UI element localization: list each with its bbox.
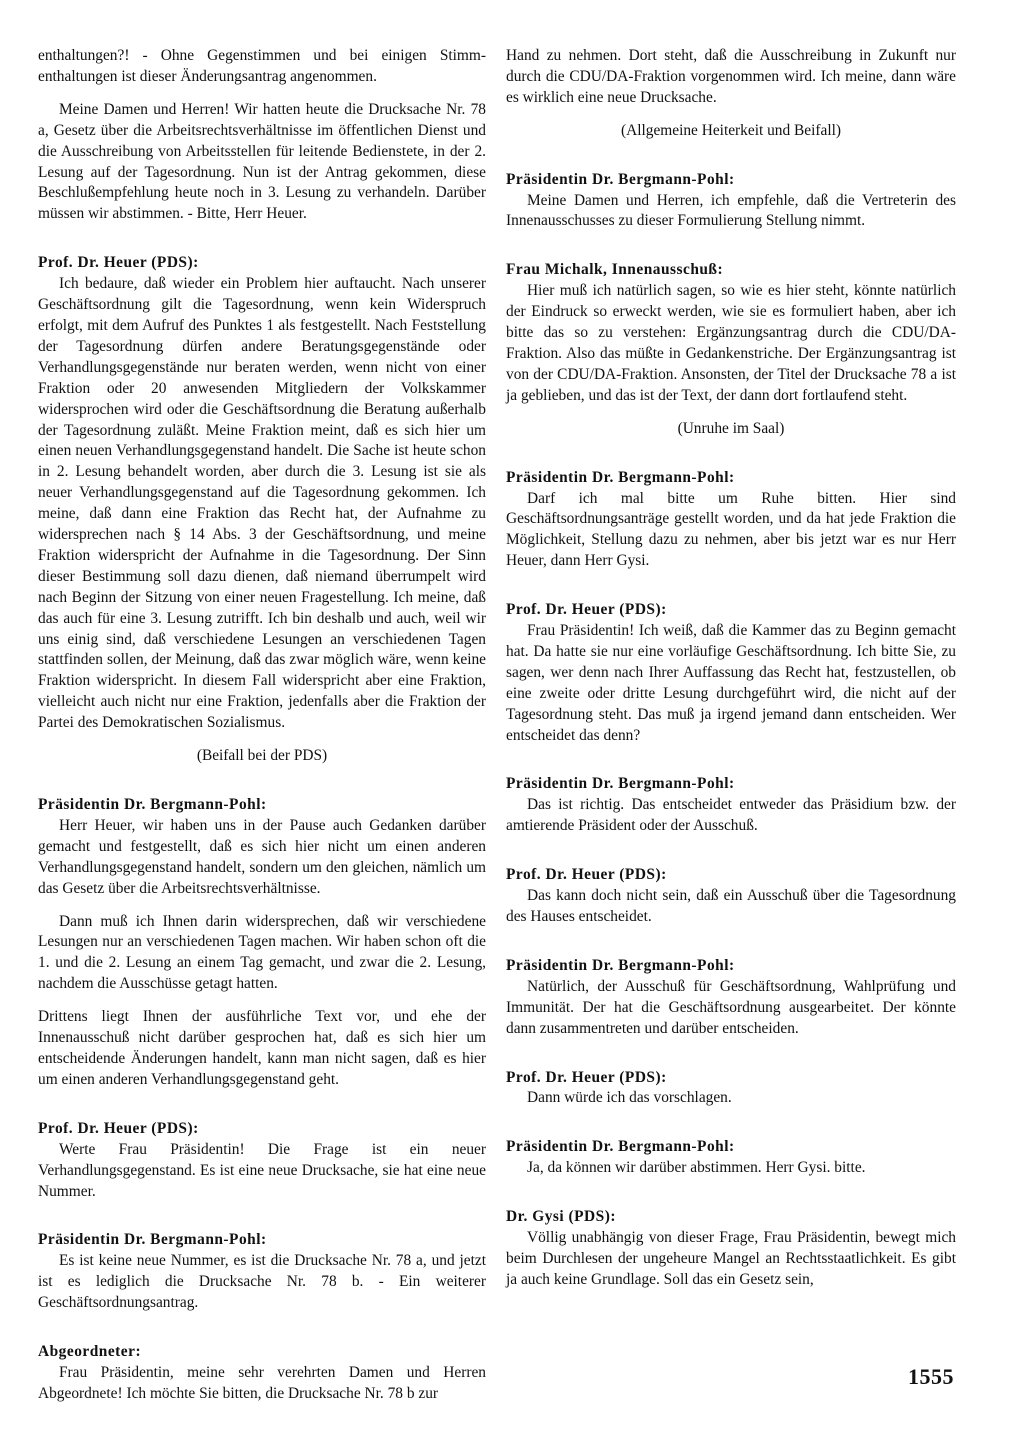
speaker-heading: Präsidentin Dr. Bergmann-Pohl: bbox=[38, 1231, 267, 1249]
block-spacer bbox=[506, 928, 956, 956]
paragraph: Ja, da können wir darüber abstimmen. Herr Gysi. bitte. bbox=[527, 1159, 866, 1177]
paragraph: Hand zu nehmen. Dort steht, daß die Ausschreibung in Zukunft nur durch die CDU/DA-Fraktion vorgenommen wird. Ich meine, dann wäre es wirklich eine neue Drucksache. bbox=[506, 47, 956, 106]
paragraph: Hier muß ich natürlich sagen, so wie es hier steht, könnte natürlich der Eindruck so erweckt werden, wie sie es formuliert haben, aber ich bitte das so zu verstehen: Ergänzungsantrag durch die CDU/DA-Fraktion. Also das müßte in Gedankenstriche. Der Ergänzungsantrag ist von der CDU/DA-Fraktion. Ansonsten, der Titel der Drucksache 78 a ist ja geblieben, und das ist der Text, der dann dort fortlaufend steht. bbox=[506, 282, 956, 404]
paragraph: Meine Damen und Herren! Wir hatten heute die Drucksache Nr. 78 a, Gesetz über die Arbeitsrechtsverhältnisse im öffentlichen Dienst und die Ausschreibung von Arbeitsstellen für leitende Bedienstete, in der 2. Lesung auf der Tagesordnung. Nun ist der Antrag gekommen, diese Beschlußempfehlung heute noch in 3. Lesung zu verhandeln. Darüber müssen wir abstimmen. - Bitte, Herr Heuer. bbox=[38, 100, 486, 223]
block-spacer bbox=[506, 572, 956, 600]
stage-direction: (Unruhe im Saal) bbox=[677, 419, 785, 437]
speaker-heading: Dr. Gysi (PDS): bbox=[506, 1208, 616, 1226]
paragraph: Frau Präsidentin! Ich weiß, daß die Kammer das zu Beginn gemacht hat. Da hatte sie nur eine vorläufige Geschäftsordnung. Ich bitte Sie, zu sagen, wer denn nach Ihrer Auffassung das Recht hat, festzustellen, ob eine zweite oder dritte Lesung durchgeführt wird, die nicht auf der Tagesordnung steht. Das muß ja irgend jemand dann entscheiden. Wer entscheidet das denn? bbox=[506, 622, 956, 744]
paragraph: Dann muß ich Ihnen darin widersprechen, daß wir verschiedene Lesungen nur an verschiedenen Tagen machen. Wir haben schon oft die 1. und die 2. Lesung an einem Tag gemacht, und zwar die 2. Lesung, nachdem die Ausschüsse getagt hatten. bbox=[38, 912, 486, 993]
paragraph: Meine Damen und Herren, ich empfehle, daß die Vertreterin des Innenausschusses zu dieser Formulierung Stellung nimmt. bbox=[506, 191, 956, 230]
paragraph: Frau Präsidentin, meine sehr verehrten Damen und Herren Abgeordnete! Ich möchte Sie bitten, die Drucksache Nr. 78 b zur bbox=[38, 1363, 486, 1402]
block-spacer bbox=[506, 232, 956, 260]
block-spacer bbox=[38, 225, 486, 253]
stage-direction: (Beifall bei der PDS) bbox=[196, 747, 328, 765]
paragraph: Ich bedaure, daß wieder ein Problem hier auftaucht. Nach unserer Geschäftsordnung gilt die Tagesordnung, wenn kein Widerspruch erfolgt, mit dem Aufruf des Punktes 1 als festgestellt. Nach Feststellung der Tagesordnung dürfen andere Beratungsgegenstände oder Verhandlungsgegenstände nur beraten werden, wenn nicht von einer Fraktion oder 20 anwesenden Mitgliedern der Volkskammer widersprochen wird oder die Geschäftsordnung die Beratung außerhalb der Tagesordnung zuläßt. Meine Fraktion meint, daß es sich hier um einen neuen Verhandlungsgegenstand handelt. Die Sache ist heute schon in 2. Lesung behandelt worden, aber durch die 3. Lesung ist sie als neuer Verhandlungsgegenstand auf die Tagesordnung gekommen. Ich meine, daß dann eine Fraktion das Recht hat, der Aufnahme zu widersprechen nach § 14 Abs. 3 der Geschäftsordnung, und meine Fraktion widerspricht der Aufnahme in die Tagesordnung. Der Sinn dieser Bestimmung soll dazu dienen, daß niemand überrumpelt wird nach Beginn der Sitzung von einer neuen Fragestellung. Ich meine, daß das auch für eine 3. Lesung zutrifft. Ich bin deshalb und auch, weil wir uns einig sind, daß verschiedene Lesungen an verschiedenen Tagen stattfinden sollen, der Meinung, daß das zwar möglich wäre, wenn keine Fraktion widerspricht. In diesem Fall widerspricht aber eine Fraktion, vielleicht auch nicht nur eine Fraktion, jedenfalls aber die Fraktion der Partei des Demokratischen Sozialismus. bbox=[38, 275, 486, 732]
speaker-heading: Prof. Dr. Heuer (PDS): bbox=[38, 254, 199, 272]
paragraph: enthaltungen?! - Ohne Gegenstimmen und bei einigen Stimm-enthaltungen ist dieser Änderungsantrag angenommen. bbox=[38, 47, 486, 85]
left-column bbox=[38, 46, 486, 1405]
block-spacer bbox=[38, 1202, 486, 1230]
block-spacer bbox=[38, 1314, 486, 1342]
speaker-heading: Abgeordneter: bbox=[38, 1343, 142, 1361]
speaker-heading: Präsidentin Dr. Bergmann-Pohl: bbox=[506, 956, 735, 974]
paragraph: Natürlich, der Ausschuß für Geschäftsordnung, Wahlprüfung und Immunität. Der hat die Geschäftsordnung ausgearbeitet. Der könnte dann zusammentreten und darüber entscheiden. bbox=[506, 977, 956, 1037]
stage-direction: (Allgemeine Heiterkeit und Beifall) bbox=[620, 121, 842, 139]
paragraph: Dann würde ich das vorschlagen. bbox=[527, 1089, 732, 1107]
block-spacer bbox=[506, 1179, 956, 1207]
right-column bbox=[506, 46, 956, 1291]
paragraph: Das ist richtig. Das entscheidet entweder das Präsidium bzw. der amtierende Präsident oder der Ausschuß. bbox=[506, 796, 956, 835]
paragraph: Es ist keine neue Nummer, es ist die Drucksache Nr. 78 a, und jetzt ist es lediglich die Drucksache Nr. 78 b. - Ein weiterer Geschäftsordnungsantrag. bbox=[38, 1252, 486, 1312]
block-spacer bbox=[38, 900, 486, 912]
block-spacer bbox=[506, 746, 956, 774]
block-spacer bbox=[506, 440, 956, 468]
speaker-heading: Prof. Dr. Heuer (PDS): bbox=[506, 866, 667, 884]
block-spacer bbox=[38, 1091, 486, 1119]
paragraph: Völlig unabhängig von dieser Frage, Frau Präsidentin, bewegt mich beim Durchlesen der ungeheure Mangel an Rechtsstaatlichkeit. Es gibt ja auch keine Grundlage. Soll das ein Gesetz sein, bbox=[506, 1229, 956, 1288]
block-spacer bbox=[38, 88, 486, 100]
block-spacer bbox=[506, 407, 956, 419]
block-spacer bbox=[506, 1109, 956, 1137]
block-spacer bbox=[506, 1040, 956, 1068]
block-spacer bbox=[38, 734, 486, 746]
block-spacer bbox=[38, 995, 486, 1007]
paragraph: Werte Frau Präsidentin! Die Frage ist ein neuer Verhandlungsgegenstand. Es ist eine neue Drucksache, sie hat eine neue Nummer. bbox=[38, 1140, 486, 1200]
speaker-heading: Prof. Dr. Heuer (PDS): bbox=[506, 1068, 667, 1086]
block-spacer bbox=[506, 142, 956, 170]
speaker-heading: Präsidentin Dr. Bergmann-Pohl: bbox=[506, 170, 735, 188]
speaker-heading: Präsidentin Dr. Bergmann-Pohl: bbox=[506, 775, 735, 793]
speaker-heading: Präsidentin Dr. Bergmann-Pohl: bbox=[506, 1138, 735, 1156]
speaker-heading: Präsidentin Dr. Bergmann-Pohl: bbox=[38, 796, 267, 813]
speaker-heading: Prof. Dr. Heuer (PDS): bbox=[506, 601, 667, 619]
block-spacer bbox=[506, 837, 956, 865]
block-spacer bbox=[38, 767, 486, 795]
page-number: 1555 bbox=[908, 1364, 954, 1389]
speaker-heading: Präsidentin Dr. Bergmann-Pohl: bbox=[506, 468, 735, 486]
paragraph: Das kann doch nicht sein, daß ein Ausschuß über die Tagesordnung des Hauses entscheidet. bbox=[506, 887, 956, 925]
paragraph: Darf ich mal bitte um Ruhe bitten. Hier sind Geschäftsordnungsanträge gestellt worden, und da hat jede Fraktion die Möglichkeit, Stellung dazu zu nehmen, aber bis jetzt war es nur Herr Heuer, dann Herr Gysi. bbox=[506, 489, 956, 570]
speaker-heading: Frau Michalk, Innenausschuß: bbox=[506, 261, 724, 279]
speaker-heading: Prof. Dr. Heuer (PDS): bbox=[38, 1119, 199, 1137]
paragraph: Herr Heuer, wir haben uns in der Pause auch Gedanken darüber gemacht und festgestellt, daß es sich hier nicht um einen anderen Verhandlungsgegenstand handelt, sondern um den gleichen, nämlich um das Gesetz über die Arbeitsrechtsverhältnisse. bbox=[38, 816, 486, 897]
block-spacer bbox=[506, 109, 956, 121]
paragraph: Drittens liegt Ihnen der ausführliche Text vor, und ehe der Innenausschuß nicht darüber gesprochen hat, daß es sich hier um entscheidende Änderungen handelt, kann man nicht sagen, daß es hier um einen anderen Verhandlungsgegenstand geht. bbox=[38, 1008, 486, 1088]
